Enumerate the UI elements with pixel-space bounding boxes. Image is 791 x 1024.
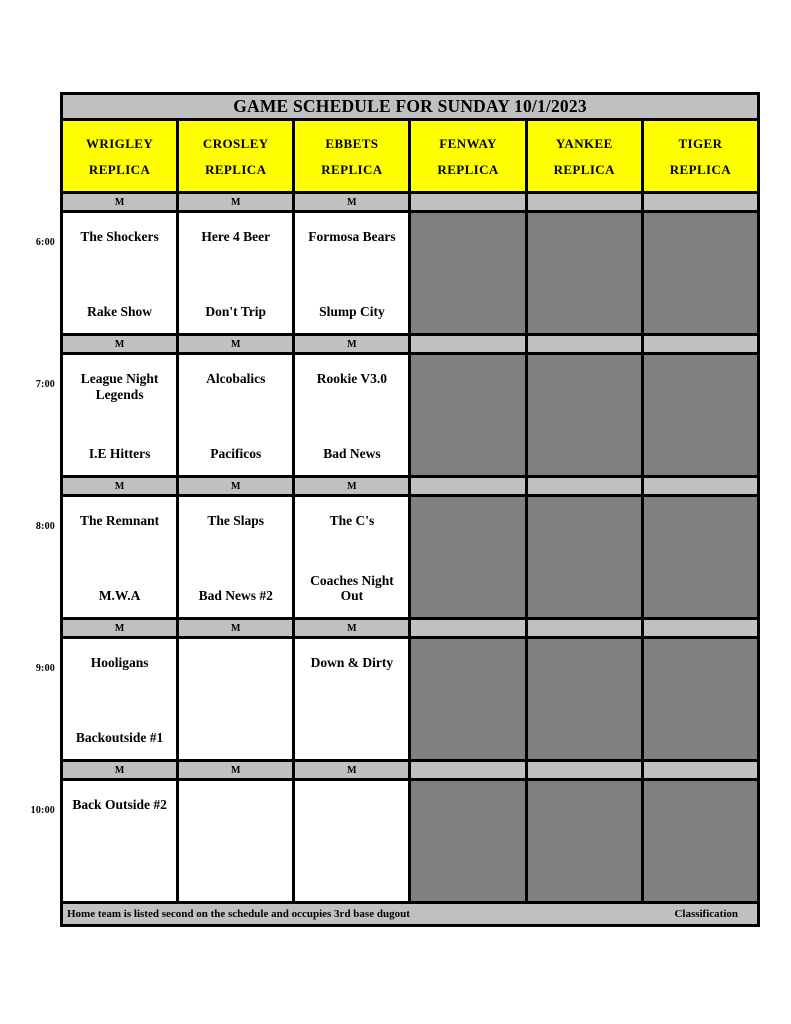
m-cell: M: [295, 762, 408, 778]
m-cell: M: [63, 336, 176, 352]
away-team: The Slaps: [207, 513, 265, 528]
away-team: The Shockers: [80, 229, 159, 244]
column-header-yankee: [528, 121, 641, 191]
game-cell: [295, 213, 408, 333]
home-team: Bad News: [323, 446, 381, 462]
game-cell: [63, 213, 176, 333]
venue-name: YANKEE: [555, 135, 613, 151]
away-team: Formosa Bears: [308, 229, 396, 244]
venue-name: EBBETS: [325, 135, 379, 151]
game-cell: [63, 497, 176, 617]
m-cell: M: [63, 478, 176, 494]
matchup-band-row: [63, 620, 757, 636]
game-cell: [63, 639, 176, 759]
matchup-band-row: [63, 762, 757, 778]
m-cell-empty: [528, 620, 641, 636]
m-cell: M: [63, 194, 176, 210]
m-cell: M: [179, 194, 292, 210]
away-team: Rookie V3.0: [316, 371, 388, 386]
matchup-band-row: [63, 478, 757, 494]
matchup-band-row: [63, 194, 757, 210]
m-cell: M: [295, 478, 408, 494]
away-team: The C's: [329, 513, 375, 528]
m-cell: M: [63, 620, 176, 636]
home-team: I.E Hitters: [88, 446, 151, 462]
m-cell: M: [63, 762, 176, 778]
home-team: Bad News #2: [198, 588, 273, 604]
game-row-1000: [63, 781, 757, 901]
game-row-900: [63, 639, 757, 759]
m-cell-empty: [528, 478, 641, 494]
game-cell: [179, 355, 292, 475]
m-cell-empty: [411, 762, 524, 778]
m-cell: M: [295, 336, 408, 352]
m-cell-empty: [411, 194, 524, 210]
m-cell-empty: [528, 194, 641, 210]
footer-row: [63, 904, 757, 924]
unused-cell: [528, 355, 641, 475]
venue-name: WRIGLEY: [86, 135, 154, 151]
m-cell: M: [179, 336, 292, 352]
matchup-band-row: [63, 336, 757, 352]
venue-type: REPLICA: [437, 161, 499, 177]
m-cell-empty: [644, 478, 757, 494]
unused-cell: [411, 355, 524, 475]
home-team: M.W.A: [98, 588, 141, 604]
m-cell-empty: [411, 478, 524, 494]
game-cell: [295, 355, 408, 475]
unused-cell: [528, 781, 641, 901]
time-label-8: 8:00: [35, 521, 55, 532]
home-team: Backoutside #1: [75, 730, 164, 746]
venue-name: FENWAY: [439, 135, 497, 151]
time-label-6: 6:00: [35, 237, 55, 248]
game-cell: [179, 781, 292, 901]
m-cell: M: [295, 194, 408, 210]
unused-cell: [528, 497, 641, 617]
venue-type: REPLICA: [553, 161, 615, 177]
unused-cell: [644, 781, 757, 901]
m-cell-empty: [644, 620, 757, 636]
game-cell: [63, 355, 176, 475]
column-header-ebbets: [295, 121, 408, 191]
m-cell: M: [179, 478, 292, 494]
game-cell: [179, 213, 292, 333]
game-cell: [295, 497, 408, 617]
game-cell: [63, 781, 176, 901]
venue-name: TIGER: [678, 135, 723, 151]
away-team: Back Outside #2: [72, 797, 167, 812]
schedule-table: [60, 92, 760, 927]
m-cell-empty: [411, 336, 524, 352]
column-header-wrigley: [63, 121, 176, 191]
column-header-fenway: [411, 121, 524, 191]
game-row-700: [63, 355, 757, 475]
venue-type: REPLICA: [88, 161, 151, 177]
game-cell: [295, 639, 408, 759]
home-team: Pacificos: [210, 446, 262, 462]
unused-cell: [644, 497, 757, 617]
home-team: Don't Trip: [205, 304, 267, 320]
game-cell: [295, 781, 408, 901]
m-cell: M: [179, 620, 292, 636]
m-cell-empty: [411, 620, 524, 636]
unused-cell: [644, 639, 757, 759]
home-team: Rake Show: [87, 304, 153, 320]
home-team: Slump City: [319, 304, 385, 320]
unused-cell: [644, 355, 757, 475]
game-cell: [179, 497, 292, 617]
unused-cell: [644, 213, 757, 333]
time-label-9: 9:00: [35, 663, 55, 674]
footer-classification: Classification: [674, 908, 738, 920]
m-cell-empty: [644, 336, 757, 352]
venue-type: REPLICA: [205, 161, 267, 177]
home-team: Coaches Night Out: [310, 572, 394, 604]
unused-cell: [411, 781, 524, 901]
away-team: Alcobalics: [206, 371, 266, 386]
column-header-tiger: [644, 121, 757, 191]
unused-cell: [528, 213, 641, 333]
game-row-800: [63, 497, 757, 617]
unused-cell: [411, 213, 524, 333]
game-row-600: [63, 213, 757, 333]
time-label-10: 10:00: [30, 805, 55, 816]
venue-type: REPLICA: [321, 161, 383, 177]
away-team: The Remnant: [80, 513, 160, 528]
unused-cell: [411, 639, 524, 759]
away-team: Down & Dirty: [310, 655, 394, 670]
unused-cell: [411, 497, 524, 617]
venue-type: REPLICA: [669, 161, 732, 177]
m-cell: M: [179, 762, 292, 778]
game-cell: [179, 639, 292, 759]
unused-cell: [528, 639, 641, 759]
time-label-7: 7:00: [35, 379, 55, 390]
m-cell: M: [295, 620, 408, 636]
away-team: Here 4 Beer: [201, 229, 271, 244]
venue-name: CROSLEY: [202, 135, 269, 151]
m-cell-empty: [528, 762, 641, 778]
schedule-title: GAME SCHEDULE FOR SUNDAY 10/1/2023: [63, 95, 757, 118]
m-cell-empty: [644, 194, 757, 210]
away-team: Hooligans: [90, 655, 149, 670]
column-header-crosley: [179, 121, 292, 191]
footer-note: Home team is listed second on the schedule and occupies 3rd base dugout: [67, 908, 410, 920]
m-cell-empty: [644, 762, 757, 778]
away-team: League Night Legends: [80, 371, 159, 402]
field-header-row: [63, 121, 757, 191]
m-cell-empty: [528, 336, 641, 352]
